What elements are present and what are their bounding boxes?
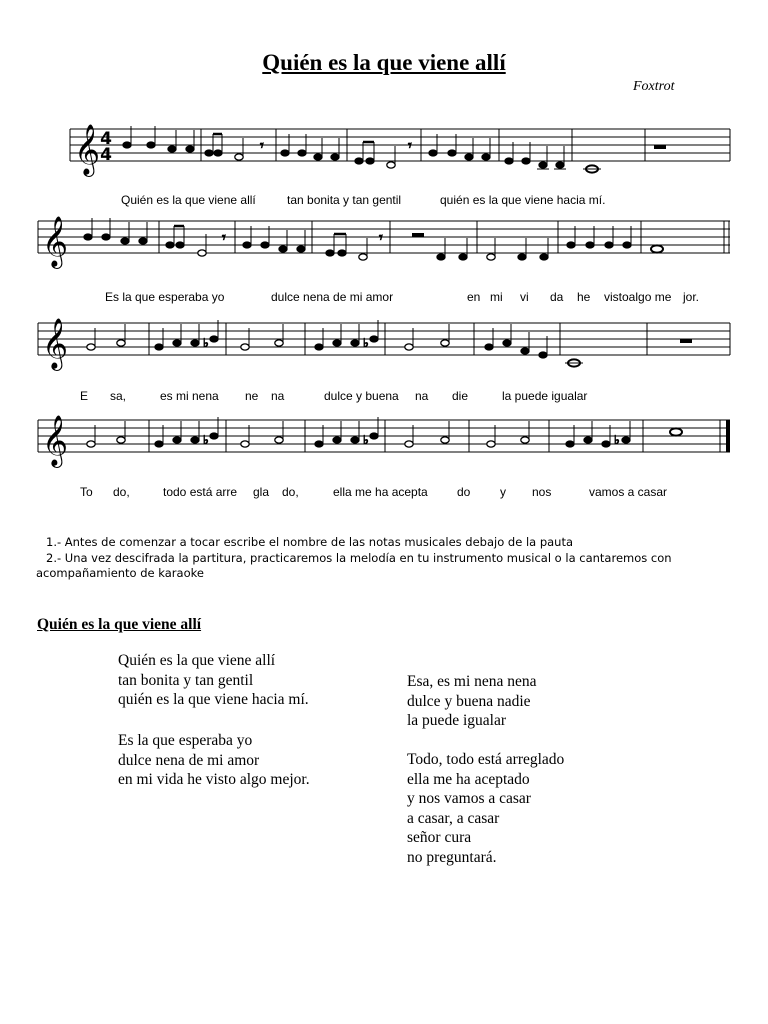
lyric-syllable: na [415, 389, 429, 403]
treble-clef-icon: 𝄞 [42, 216, 69, 267]
lyric-syllable: la puede igualar [502, 389, 588, 403]
stanza-left-1 [118, 651, 309, 710]
lyric-line: en mi vida he visto algo mejor. [118, 771, 310, 788]
flat-icon: ♭ [363, 336, 369, 350]
note [437, 238, 445, 260]
note [275, 421, 283, 443]
notes [84, 218, 663, 260]
note [521, 421, 529, 443]
note [651, 245, 663, 252]
eighth-rest-icon: 𝄾 [408, 138, 412, 154]
eighth-rest-icon: 𝄾 [260, 138, 264, 154]
lyric-syllable: jor. [683, 290, 700, 304]
lyric-line: señor cura [407, 829, 472, 846]
note [351, 324, 359, 346]
tempo-style: Foxtrot [633, 79, 675, 94]
treble-clef-icon: 𝄞 [42, 318, 69, 369]
instructions [36, 535, 736, 582]
song-title: Quién es la que viene allí [262, 50, 506, 75]
notes [123, 126, 666, 173]
lyric-line: Es la que esperaba yo [118, 732, 253, 749]
lyric-line: y nos vamos a casar [407, 790, 531, 807]
note [459, 238, 467, 260]
note [583, 165, 601, 172]
note [441, 421, 449, 443]
note [333, 324, 341, 346]
note [503, 324, 511, 346]
final-barline [726, 420, 730, 452]
staff-lines [70, 129, 730, 161]
lyric-syllable: da [550, 290, 564, 304]
note [191, 421, 199, 443]
lyric-syllable: en [467, 290, 481, 304]
lyric-syllable: gla [253, 485, 270, 499]
time-signature-top: 4 [100, 129, 112, 149]
lyric-syllable: do, [113, 485, 130, 499]
lyric-line: Quién es la que viene allí [118, 652, 276, 669]
lyric-syllable: tan bonita y tan gentil [287, 193, 402, 207]
note [351, 421, 359, 443]
time-signature-bottom: 4 [100, 145, 112, 165]
note [554, 146, 566, 169]
instruction-item: 1.- Antes de comenzar a tocar escribe el nombre de las notas musicales debajo de la pauta [46, 535, 574, 549]
whole-rest [680, 339, 692, 343]
staff-lines [38, 420, 730, 452]
lyric-syllable: Es la que esperaba yo [105, 290, 225, 304]
lyric-line: quién es la que viene hacia mí. [118, 691, 309, 708]
lyric-syllable: vistoalgo me [604, 290, 672, 304]
lyric-line: Todo, todo está arreglado [407, 751, 565, 768]
lyric-line: Esa, es mi nena nena [407, 673, 537, 690]
note [331, 138, 339, 160]
note [670, 428, 682, 435]
note [521, 332, 529, 354]
lyric-syllable: do, [282, 485, 299, 499]
note [168, 130, 176, 152]
note [121, 222, 129, 244]
lyric-line: la puede igualar [407, 712, 506, 729]
stanza-right-1 [407, 672, 537, 731]
lyric-syllable: dulce y buena [324, 389, 399, 403]
note [279, 230, 287, 252]
note [465, 138, 473, 160]
flat-icon: ♭ [363, 433, 369, 447]
lyric-syllable: To [80, 485, 93, 499]
note [117, 324, 125, 346]
flat-icon: ♭ [614, 433, 620, 447]
lyric-syllable: todo está arre [163, 485, 238, 499]
lyric-syllable: mi [490, 290, 503, 304]
note [297, 230, 305, 252]
note [537, 146, 549, 169]
note [173, 324, 181, 346]
lyric-syllable: ella me ha acepta [333, 485, 428, 499]
note [275, 324, 283, 346]
staff-system-2 [0, 206, 768, 276]
lyric-syllable: sa, [110, 389, 127, 403]
eighth-rest-icon: 𝄾 [379, 230, 383, 246]
lyric-line: a casar, a casar [407, 809, 500, 827]
lyric-syllable: E [80, 389, 89, 403]
eighth-rest-icon: 𝄾 [222, 230, 226, 246]
note [584, 421, 592, 443]
staff-system-1 [0, 115, 768, 185]
note [359, 238, 367, 260]
staff-lines [38, 323, 730, 355]
treble-clef-icon: 𝄞 [42, 415, 69, 466]
notes [87, 320, 692, 367]
note [333, 421, 341, 443]
notes [87, 417, 682, 447]
note [387, 146, 395, 168]
lyric-line: no preguntará. [407, 848, 497, 866]
half-rest [412, 233, 424, 237]
whole-rest [654, 145, 666, 149]
lyric-syllable: ne [245, 389, 259, 403]
lyric-syllable: na [271, 389, 285, 403]
lyric-syllable: do [457, 485, 471, 499]
note [117, 421, 125, 443]
note [487, 238, 495, 260]
lyric-syllable: y [500, 485, 506, 499]
lyric-syllable: he [577, 290, 591, 304]
note [191, 324, 199, 346]
note [186, 130, 194, 152]
lyric-syllable: die [452, 389, 469, 403]
note [540, 238, 548, 260]
lyrics-title: Quién es la que viene allí [37, 616, 202, 633]
note [482, 138, 490, 160]
lyric-line: dulce nena de mi amor [118, 751, 260, 769]
note [518, 238, 526, 260]
instruction-item: 2.- Una vez descifrada la partitura, practicaremos la melodía en tu instrumento musical o la cantaremos con [46, 550, 672, 565]
treble-clef-icon: 𝄞 [74, 124, 101, 175]
stanza-left-2 [118, 731, 310, 790]
lyric-syllable: Quién es la que viene allí [121, 193, 256, 207]
instruction-item: acompañamiento de karaoke [36, 566, 204, 580]
note [565, 359, 583, 366]
note [235, 138, 243, 160]
lyric-syllable: es mi nena [160, 389, 219, 403]
lyric-syllable: nos [532, 485, 552, 499]
lyric-syllable: dulce nena de mi amor [271, 290, 394, 304]
lyric-line: dulce y buena nadie [407, 692, 531, 710]
note [173, 421, 181, 443]
lyric-syllable: vi [520, 290, 529, 304]
lyric-syllable: quién es la que viene hacia mí. [440, 193, 606, 207]
lyric-syllable: vamos a casar [589, 485, 668, 499]
lyric-line: ella me ha aceptado [407, 770, 530, 788]
staff-system-4 [0, 405, 768, 475]
note [139, 222, 147, 244]
flat-icon: ♭ [203, 433, 209, 447]
flat-icon: ♭ [203, 336, 209, 350]
staff-system-3 [0, 308, 768, 378]
note [314, 138, 322, 160]
lyric-line: tan bonita y tan gentil [118, 671, 254, 689]
stanza-right-2 [407, 750, 564, 867]
note [441, 324, 449, 346]
note [622, 421, 630, 443]
